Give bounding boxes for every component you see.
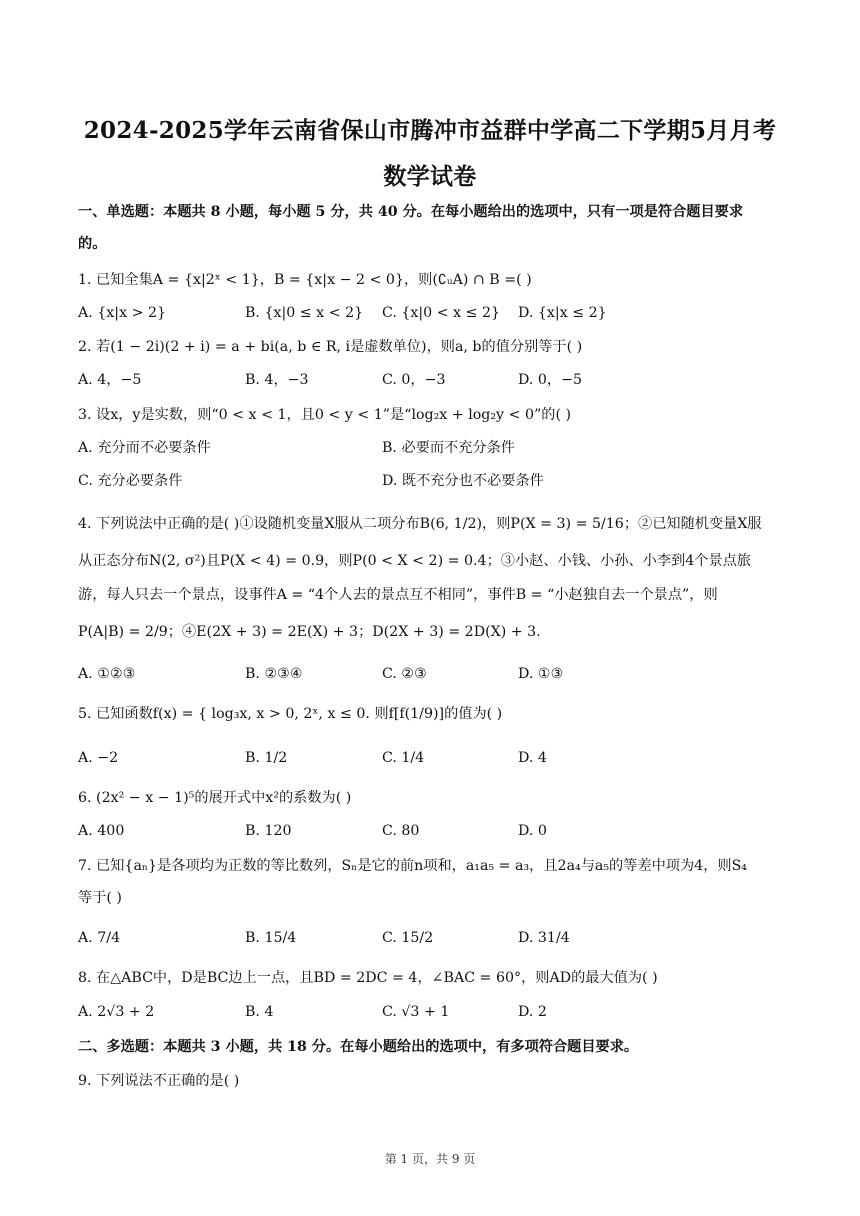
q4-option-d: D. ①③	[518, 666, 564, 682]
question-2-stem: 2. 若(1 − 2i)(2 + i) = a + bi(a, b ∈ R, i是虚数单位)，则a, b的值分别等于( )	[78, 339, 583, 355]
q2-option-a: A. 4，−5	[78, 372, 142, 388]
q6-option-b: B. 120	[245, 823, 292, 839]
q4-option-c: C. ②③	[382, 666, 427, 682]
q1-option-a: A. {x|x > 2}	[78, 305, 167, 321]
q1-option-c: C. {x|0 < x ≤ 2}	[382, 305, 501, 321]
q1-option-d: D. {x|x ≤ 2}	[518, 305, 607, 321]
q1-option-b: B. {x|0 ≤ x < 2}	[245, 305, 364, 321]
q6-option-c: C. 80	[382, 823, 420, 839]
q8-option-a: A. 2√3 + 2	[78, 1004, 155, 1020]
q3-option-d: D. 既不充分也不必要条件	[382, 473, 544, 489]
q5-option-d: D. 4	[518, 750, 547, 766]
page-footer: 第 1 页，共 9 页	[384, 1152, 476, 1166]
section2-heading: 二、多选题：本题共 3 小题，共 18 分。在每小题给出的选项中，有多项符合题目要求。	[78, 1039, 639, 1055]
question-1-stem: 1. 已知全集A = {x|2ˣ < 1}，B = {x|x − 2 < 0}，则(∁ᵤA) ∩ B =( )	[78, 272, 532, 288]
section1-heading-cont: 的。	[78, 236, 107, 252]
question-7-line-1: 7. 已知{aₙ}是各项均为正数的等比数列，Sₙ是它的前n项和，a₁a₅ = a₃，且2a₄与a₅的等差中项为4，则S₄	[78, 858, 747, 874]
q6-option-d: D. 0	[518, 823, 547, 839]
page-title: 2024-2025学年云南省保山市腾冲市益群中学高二下学期5月月考	[83, 117, 777, 144]
q2-option-b: B. 4，−3	[245, 372, 309, 388]
question-4-line-4: P(A|B) = 2/9；④E(2X + 3) = 2E(X) + 3；D(2X + 3) = 2D(X) + 3.	[78, 624, 541, 640]
q7-option-b: B. 15/4	[245, 930, 297, 946]
q7-option-a: A. 7/4	[78, 930, 121, 946]
question-8-stem: 8. 在△ABC中，D是BC边上一点，且BD = 2DC = 4，∠BAC = 60°，则AD的最大值为( )	[78, 970, 658, 986]
q5-option-a: A. −2	[78, 750, 119, 766]
question-9-stem: 9. 下列说法不正确的是( )	[78, 1073, 240, 1089]
question-4-line-1: 4. 下列说法中正确的是( )①设随机变量X服从二项分布B(6, 1/2)，则P(X = 3) = 5/16；②已知随机变量X服	[78, 516, 762, 532]
question-6-stem: 6. (2x² − x − 1)⁵的展开式中x²的系数为( )	[78, 790, 352, 806]
q2-option-d: D. 0，−5	[518, 372, 583, 388]
q7-option-c: C. 15/2	[382, 930, 434, 946]
q6-option-a: A. 400	[78, 823, 125, 839]
q8-option-d: D. 2	[518, 1004, 547, 1020]
q5-option-c: C. 1/4	[382, 750, 425, 766]
q5-option-b: B. 1/2	[245, 750, 288, 766]
page-subtitle: 数学试卷	[383, 163, 477, 190]
question-3-stem: 3. 设x，y是实数，则“0 < x < 1，且0 < y < 1”是“log₂x + log₂y < 0”的( )	[78, 407, 572, 423]
q3-option-a: A. 充分而不必要条件	[78, 440, 211, 456]
q4-option-a: A. ①②③	[78, 666, 136, 682]
q3-option-b: B. 必要而不充分条件	[382, 440, 515, 456]
q4-option-b: B. ②③④	[245, 666, 303, 682]
question-4-line-3: 游，每人只去一个景点，设事件A = “4个人去的景点互不相同”，事件B = “小赵独自去一个景点”，则	[78, 587, 718, 603]
question-7-line-2: 等于( )	[78, 890, 122, 906]
question-4-line-2: 从正态分布N(2, σ²)且P(X < 4) = 0.9，则P(0 < X < 2) = 0.4；③小赵、小钱、小孙、小李到4个景点旅	[78, 553, 751, 569]
q8-option-b: B. 4	[245, 1004, 274, 1020]
question-5-stem: 5. 已知函数f(x) = { log₃x, x > 0, 2ˣ, x ≤ 0. 则f[f(1/9)]的值为( )	[78, 706, 503, 722]
q2-option-c: C. 0，−3	[382, 372, 446, 388]
q3-option-c: C. 充分必要条件	[78, 473, 183, 489]
q8-option-c: C. √3 + 1	[382, 1004, 450, 1020]
q7-option-d: D. 31/4	[518, 930, 570, 946]
section1-heading: 一、单选题：本题共 8 小题，每小题 5 分，共 40 分。在每小题给出的选项中，只有一项是符合题目要求	[78, 204, 744, 220]
